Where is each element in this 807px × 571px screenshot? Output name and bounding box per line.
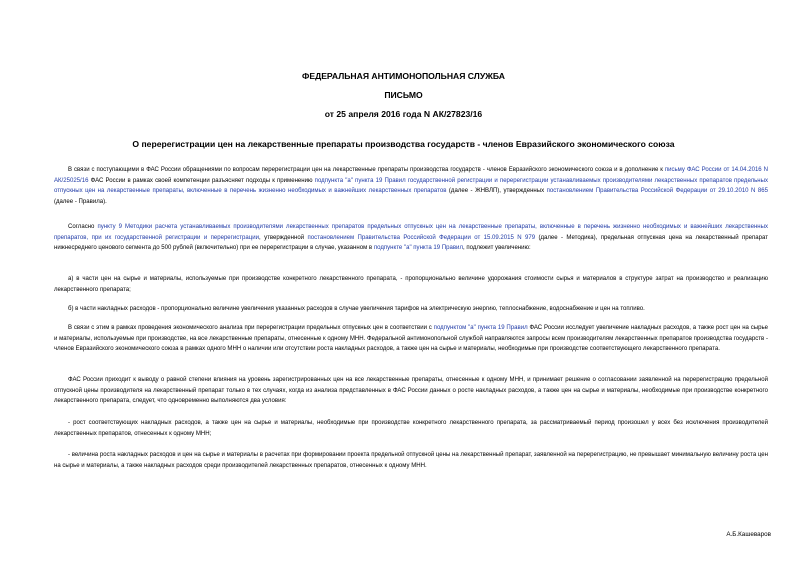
paragraph-4: б) в части накладных расходов - пропорционально величине увеличения указанных расходов в случае увеличения тарифов на электрическую энергию, теплоснабжение, водоснабжение и цен на топливо.: [68, 306, 645, 312]
paragraph-2-text-3: (далее - Методика), предельная отпускная цена на лекарственный препарат нижнесреднего ценового сегмента до 500 рублей (включительно) при ее перерегистрации в случае, указанном в: [54, 234, 768, 251]
paragraph-5-text-2: ФАС России исследует увеличение накладных расходов, а также рост цен на сырье и материалы, используемые при производстве, на все лекарственные препараты, отнесенные к одному МНН. Федеральной антимонопольной службой направляются запросы всем производителям лекарственных препаратов производства государств - членов Евразийского экономического союза в рамках одного МНН о наличии или отсутствии роста накладных расходов, а также цен на сырье и материалы, необходимые при производстве соответствующего лекарственного препарата.: [54, 325, 769, 352]
paragraph-6: ФАС России приходит к выводу о равной степени влияния на уровень зарегистрированных цен на все лекарственные препараты, отнесенные к одному МНН, и принимает решение о согласовании заявленной на перерегистрацию предельной отпускной цены производителя на лекарственный препарат только в тех случаях, когда из анализа представленных в ФАС России данных о росте накладных расходов, а также цен на сырье и материалы, необходимые при производстве конкретного лекарственного препарата, следует, что одновременно выполняются два условия:: [54, 377, 768, 404]
paragraph-7: - рост соответствующих накладных расходов, а также цен на сырье и материалы, необходимые при производстве конкретного лекарственного препарата, за рассматриваемый период произошел у всех без исключения производителей лекарственных препаратов, отнесенных к одному МНН;: [54, 420, 768, 437]
paragraph-1-text-2: ФАС России в рамках своей компетенции разъясняет подходы к применению: [88, 177, 315, 184]
paragraph-1-text-3: (далее - ЖНВЛП), утвержденных: [446, 188, 547, 194]
document-type: ПИСЬМО: [384, 90, 423, 100]
document-subject: О перерегистрации цен на лекарственные препараты производства государств - членов Евразийского экономического союза: [132, 139, 675, 149]
link-rules-subparagraph-a-2[interactable]: подпункте "а" пункта 19 Правил: [373, 245, 463, 251]
paragraph-1-text-4: (далее - Правила).: [54, 198, 107, 205]
paragraph-1-text-1: В связи с поступающими в ФАС России обращениями по вопросам перерегистрации цен на лекарственные препараты производства государств - членов Евразийского экономического союза и в дополнение к: [68, 167, 665, 173]
paragraph-3: а) в части цен на сырье и материалы, используемые при производстве конкретного лекарственного препарата, - пропорционально величине удорожания стоимости сырья и материалов в структуре затрат на производство и реализацию лекарственного препарата;: [54, 276, 768, 293]
document-date-number: от 25 апреля 2016 года N АК/27823/16: [324, 109, 483, 119]
link-government-decree-865[interactable]: постановлением Правительства Российской Федерации от 29.10.2010 N 865: [546, 188, 768, 194]
paragraph-2: [54, 222, 768, 254]
paragraph-2-text-2: , утвержденной: [259, 234, 308, 241]
link-rules-subparagraph-a-3[interactable]: подпунктом "а" пункта 19 Правил: [433, 325, 528, 331]
agency-title: ФЕДЕРАЛЬНАЯ АНТИМОНОПОЛЬНАЯ СЛУЖБА: [302, 71, 505, 81]
link-rules-subparagraph-a[interactable]: подпункта "а" пункта 19 Правил государственной регистрации и перерегистрации устанавливаемых производителями лекарственных препаратов предельных отпускных цен на лекарственные препараты, включенные в перечень жизненно необходимых и важнейших лекарственных препаратов: [54, 177, 768, 194]
paragraph-5-text-1: В связи с этим в рамках проведения экономического анализа при перерегистрации предельных отпускных цен в соответствии с: [68, 325, 434, 331]
paragraph-8: - величина роста накладных расходов и цен на сырье и материалы в расчетах при формировании проекта предельной отпускной цены на лекарственный препарат, заявленной на перерегистрацию, не превышает минимальную величину роста цен на сырье и материалы, а также накладных расходов среди производителей лекарственных препаратов, отнесенных к одному МНН.: [54, 452, 768, 469]
link-methodology-point-9[interactable]: пункту 9 Методики расчета устанавливаемых производителями лекарственных препаратов предельных отпускных цен на лекарственные препараты, включенные в перечень жизненно необходимых и важнейших лекарственных препаратов, при их государственной регистрации и перерегистрации: [54, 224, 768, 241]
signature: А.Б.Кашеваров: [726, 531, 771, 538]
paragraph-1: [54, 165, 768, 207]
paragraph-2-text-4: , подлежит увеличению:: [462, 245, 531, 251]
paragraph-2-text-1: Согласно: [68, 224, 98, 230]
link-fas-letter[interactable]: письму ФАС России от 14.04.2016 N АК/25025/16: [54, 167, 768, 184]
paragraph-5: [54, 323, 768, 355]
link-government-decree-979[interactable]: постановлением Правительства Российской Федерации от 15.09.2015 N 979: [307, 234, 536, 241]
